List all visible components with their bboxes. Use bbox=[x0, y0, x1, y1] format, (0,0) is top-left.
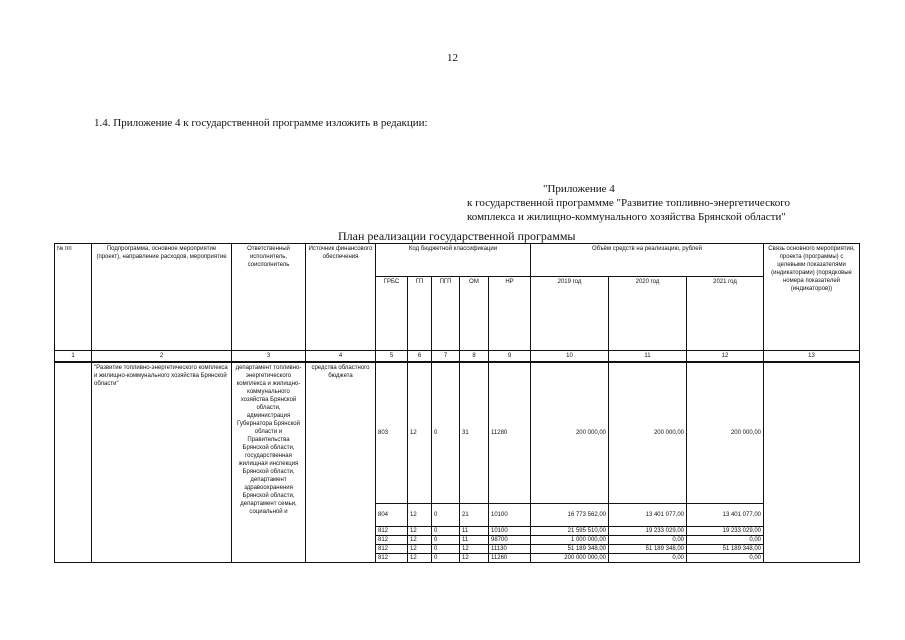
subprogram-cell: "Развитие топливно-энергетического комплекса и жилищно-коммунального хозяйства Брянской области" bbox=[92, 362, 232, 563]
pgp-cell: 0 bbox=[432, 554, 460, 563]
om-cell: 31 bbox=[460, 362, 489, 504]
header-budget-code: Код бюджетной классификации bbox=[376, 244, 531, 277]
grbs-cell: 812 bbox=[376, 545, 408, 554]
header-gp: ГП bbox=[408, 277, 432, 351]
gp-cell: 12 bbox=[408, 527, 432, 536]
pgp-cell: 0 bbox=[432, 362, 460, 504]
grbs-cell: 812 bbox=[376, 554, 408, 563]
amount-2019-cell: 21 595 510,00 bbox=[531, 527, 609, 536]
header-nr: НР bbox=[489, 277, 531, 351]
row-num-cell bbox=[55, 362, 92, 563]
gp-cell: 12 bbox=[408, 554, 432, 563]
om-cell: 21 bbox=[460, 504, 489, 527]
amount-2021-cell: 13 401 077,00 bbox=[687, 504, 764, 527]
appendix-line-3: комплекса и жилищно-коммунального хозяйства Брянской области" bbox=[467, 211, 786, 223]
om-cell: 12 bbox=[460, 545, 489, 554]
gp-cell: 12 bbox=[408, 536, 432, 545]
amount-2020-cell: 13 401 077,00 bbox=[609, 504, 687, 527]
amount-2019-cell: 200 000 000,00 bbox=[531, 554, 609, 563]
header-executor: Ответственный исполнитель, соисполнитель bbox=[232, 244, 306, 351]
pgp-cell: 0 bbox=[432, 504, 460, 527]
grbs-cell: 812 bbox=[376, 527, 408, 536]
col-number: 3 bbox=[232, 351, 306, 363]
amount-2021-cell: 19 233 029,00 bbox=[687, 527, 764, 536]
plan-table bbox=[54, 243, 860, 563]
amount-2021-cell: 0,00 bbox=[687, 554, 764, 563]
header-pgp: ПГП bbox=[432, 277, 460, 351]
grbs-cell: 803 bbox=[376, 362, 408, 504]
nr-cell: 11280 bbox=[489, 362, 531, 504]
gp-cell: 12 bbox=[408, 504, 432, 527]
amount-2021-cell: 51 189 348,00 bbox=[687, 545, 764, 554]
col-number: 1 bbox=[55, 351, 92, 363]
column-numbers-row bbox=[55, 351, 860, 363]
nr-cell: 10100 bbox=[489, 504, 531, 527]
table-row bbox=[55, 362, 860, 504]
header-subprogram: Подпрограмма, основное мероприятие (проект), направление расходов, мероприятие bbox=[92, 244, 232, 351]
col-number: 10 bbox=[531, 351, 609, 363]
col-number: 7 bbox=[432, 351, 460, 363]
intro-text: 1.4. Приложение 4 к государственной программе изложить в редакции: bbox=[94, 117, 428, 129]
col-number: 5 bbox=[376, 351, 408, 363]
grbs-cell: 804 bbox=[376, 504, 408, 527]
amount-2019-cell: 1 000 000,00 bbox=[531, 536, 609, 545]
amount-2019-cell: 51 189 348,00 bbox=[531, 545, 609, 554]
header-num: № пп bbox=[55, 244, 92, 351]
plan-title: План реализации государственной программы bbox=[338, 229, 576, 243]
nr-cell: 11130 bbox=[489, 545, 531, 554]
header-row-1 bbox=[55, 244, 860, 277]
link-cell bbox=[764, 362, 860, 563]
amount-2021-cell: 0,00 bbox=[687, 536, 764, 545]
gp-cell: 12 bbox=[408, 545, 432, 554]
om-cell: 12 bbox=[460, 554, 489, 563]
amount-2020-cell: 19 233 029,00 bbox=[609, 527, 687, 536]
header-source: Источник финансового обеспечения bbox=[306, 244, 376, 351]
appendix-heading bbox=[467, 182, 790, 224]
header-grbs: ГРБС bbox=[376, 277, 408, 351]
pgp-cell: 0 bbox=[432, 545, 460, 554]
header-om: ОМ bbox=[460, 277, 489, 351]
header-volume: Объём средств на реализацию, рублей bbox=[531, 244, 764, 277]
amount-2021-cell: 200 000,00 bbox=[687, 362, 764, 504]
col-number: 9 bbox=[489, 351, 531, 363]
nr-cell: 98700 bbox=[489, 536, 531, 545]
col-number: 11 bbox=[609, 351, 687, 363]
col-number: 8 bbox=[460, 351, 489, 363]
col-number: 12 bbox=[687, 351, 764, 363]
header-2019: 2019 год bbox=[531, 277, 609, 351]
grbs-cell: 812 bbox=[376, 536, 408, 545]
col-number: 6 bbox=[408, 351, 432, 363]
amount-2020-cell: 51 189 348,00 bbox=[609, 545, 687, 554]
amount-2019-cell: 16 773 562,00 bbox=[531, 504, 609, 527]
header-link: Связь основного мероприятия, проекта (программы) с целевыми показателями (индикаторами) (порядковые номера показателей (индикаторов)) bbox=[764, 244, 860, 351]
amount-2020-cell: 0,00 bbox=[609, 554, 687, 563]
amount-2020-cell: 200 000,00 bbox=[609, 362, 687, 504]
amount-2020-cell: 0,00 bbox=[609, 536, 687, 545]
pgp-cell: 0 bbox=[432, 527, 460, 536]
executor-cell: департамент топливно-энергетического комплекса и жилищно-коммунального хозяйства Брянской области, администрация Губернатора Брянской области и Правительства Брянской области, государственная жилищная инспекция Брянской области, департамент здравоохранения Брянской области, департамент семьи, социальной и bbox=[232, 362, 306, 563]
source-cell: средства областного бюджета bbox=[306, 362, 376, 563]
nr-cell: 11260 bbox=[489, 554, 531, 563]
nr-cell: 10100 bbox=[489, 527, 531, 536]
appendix-line-2: к государственной программме "Развитие топливно-энергетического bbox=[467, 197, 790, 209]
col-number: 2 bbox=[92, 351, 232, 363]
appendix-line-1: "Приложение 4 bbox=[543, 183, 615, 195]
header-2021: 2021 год bbox=[687, 277, 764, 351]
pgp-cell: 0 bbox=[432, 536, 460, 545]
page-number: 12 bbox=[447, 52, 458, 64]
col-number: 13 bbox=[764, 351, 860, 363]
header-2020: 2020 год bbox=[609, 277, 687, 351]
gp-cell: 12 bbox=[408, 362, 432, 504]
om-cell: 11 bbox=[460, 527, 489, 536]
om-cell: 11 bbox=[460, 536, 489, 545]
col-number: 4 bbox=[306, 351, 376, 363]
amount-2019-cell: 200 000,00 bbox=[531, 362, 609, 504]
